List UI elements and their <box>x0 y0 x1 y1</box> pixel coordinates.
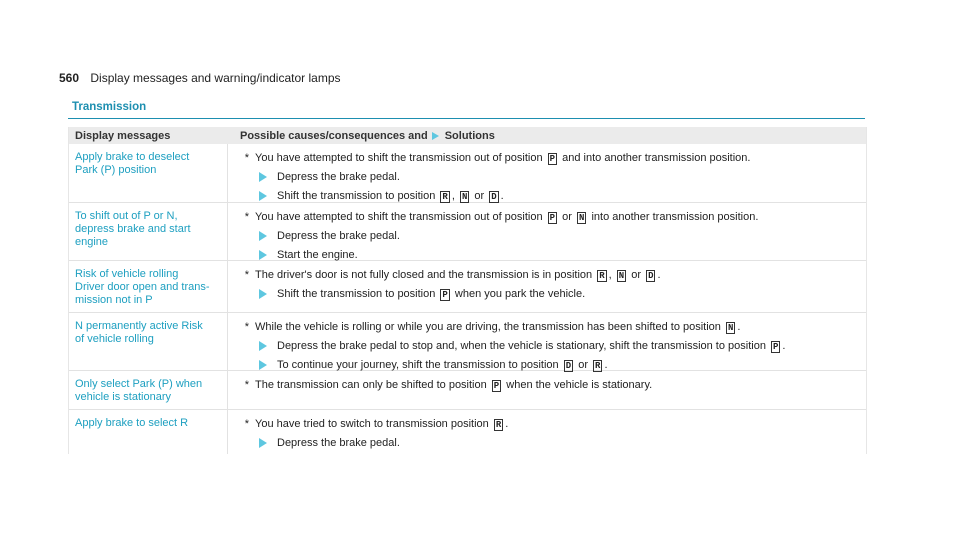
table-body <box>69 144 866 454</box>
text-segment: Depress the brake pedal to stop and, when the vehicle is stationary, shift the transmission to position <box>277 340 770 352</box>
display-message <box>69 410 228 454</box>
text-segment: Shift the transmission to position <box>277 288 439 300</box>
step-arrow-icon <box>259 360 267 370</box>
text-segment: . <box>657 269 661 281</box>
solution-arrow-icon <box>432 132 439 140</box>
step-arrow-icon <box>259 250 267 260</box>
cause-text <box>235 151 860 165</box>
section-divider <box>68 118 865 119</box>
cause-text <box>235 320 860 334</box>
step-arrow-icon <box>259 438 267 448</box>
text-segment: You have attempted to shift the transmission out of position <box>255 152 546 164</box>
step-text <box>277 229 400 243</box>
cause-solution <box>228 313 866 370</box>
gear-symbol: R <box>599 271 605 281</box>
messages-table <box>68 127 867 454</box>
text-segment: or <box>575 359 592 371</box>
message-line: Risk of vehicle rolling <box>75 268 179 280</box>
text-segment: Depress the brake pedal. <box>277 437 400 449</box>
gear-symbol: R <box>495 420 502 430</box>
text-segment: The transmission can only be shifted to position <box>255 379 490 391</box>
gear-symbol: D <box>565 361 572 371</box>
text-segment: when the vehicle is stationary. <box>503 379 653 391</box>
text-segment: or <box>628 269 645 281</box>
text-segment: Shift the transmission to position <box>277 190 439 202</box>
header-causes-label: Possible causes/consequences and <box>240 129 428 142</box>
solution-step <box>259 170 860 184</box>
text-segment: into another transmission position. <box>588 211 759 223</box>
text-segment: or <box>559 211 575 223</box>
text-segment: . <box>737 321 741 333</box>
solution-step <box>259 189 860 203</box>
bullet-asterisk: * <box>244 269 249 281</box>
cause-solution <box>228 203 866 260</box>
cause-text <box>235 417 860 431</box>
text-segment: The driver's door is not fully closed and the transmission is in position <box>255 269 596 281</box>
page-number: 560 <box>59 71 80 85</box>
text-segment: To continue your journey, shift the transmission to position <box>277 359 562 371</box>
text-segment: While the vehicle is rolling or while you are driving, the transmission has been shifted to position <box>255 321 724 333</box>
display-message <box>69 371 228 409</box>
message-line: Apply brake to deselect <box>75 151 190 163</box>
text-segment: . <box>782 340 786 352</box>
cause-solution <box>228 371 866 409</box>
header-solutions-label: Solutions <box>444 129 495 142</box>
message-line: N permanently active Risk <box>75 320 203 332</box>
solution-step <box>259 339 860 353</box>
table-row <box>69 144 866 203</box>
text-segment: , <box>608 269 615 281</box>
gear-symbol: N <box>461 192 468 202</box>
text-segment: , <box>451 190 458 202</box>
gear-symbol: R <box>595 361 601 371</box>
text-segment: You have attempted to shift the transmission out of position <box>255 211 546 223</box>
solution-step <box>259 248 860 262</box>
step-arrow-icon <box>259 191 267 201</box>
header-causes-solutions <box>234 130 495 142</box>
cause-text <box>235 378 860 392</box>
solution-step <box>259 229 860 243</box>
gear-symbol: D <box>648 271 654 281</box>
message-line: of vehicle rolling <box>75 333 154 345</box>
step-arrow-icon <box>259 172 267 182</box>
gear-symbol: D <box>491 192 497 202</box>
gear-symbol: N <box>618 271 625 281</box>
step-text <box>277 248 358 262</box>
step-arrow-icon <box>259 231 267 241</box>
gear-symbol: P <box>549 154 556 164</box>
cause-sentence <box>255 268 661 282</box>
cause-text <box>235 210 860 224</box>
step-text <box>277 287 585 301</box>
bullet-asterisk: * <box>244 321 249 333</box>
cause-sentence <box>255 151 750 165</box>
display-message <box>69 203 228 260</box>
table-row <box>69 410 866 454</box>
text-segment: . <box>505 418 509 430</box>
gear-symbol: N <box>727 323 734 333</box>
cause-sentence <box>255 417 508 431</box>
message-line: depress brake and start <box>75 223 191 235</box>
text-segment: Start the engine. <box>277 249 358 261</box>
header-display-messages: Display messages <box>75 129 171 142</box>
cause-sentence <box>255 210 758 224</box>
display-message <box>69 261 228 312</box>
gear-symbol: P <box>549 213 556 223</box>
cause-text <box>235 268 860 282</box>
bullet-asterisk: * <box>244 379 249 391</box>
text-segment: or <box>471 190 488 202</box>
message-line: vehicle is stationary <box>75 391 171 403</box>
text-segment: . <box>500 190 504 202</box>
step-arrow-icon <box>259 341 267 351</box>
message-line: mission not in P <box>75 294 153 306</box>
text-segment: when you park the vehicle. <box>451 288 586 300</box>
gear-symbol: R <box>442 192 448 202</box>
step-text <box>277 170 400 184</box>
cause-sentence <box>255 378 652 392</box>
message-line: engine <box>75 236 109 248</box>
text-segment: Depress the brake pedal. <box>277 230 400 242</box>
bullet-asterisk: * <box>244 418 249 430</box>
gear-symbol: P <box>493 381 500 391</box>
text-segment: . <box>604 359 608 371</box>
solution-step <box>259 436 860 450</box>
solution-step <box>259 358 860 372</box>
display-message <box>69 144 228 202</box>
table-row <box>69 313 866 371</box>
table-row <box>69 261 866 313</box>
solution-step <box>259 287 860 301</box>
cause-solution <box>228 410 866 454</box>
gear-symbol: P <box>773 342 779 352</box>
text-segment: Depress the brake pedal. <box>277 171 400 183</box>
text-segment: and into another transmission position. <box>559 152 751 164</box>
message-line: To shift out of P or N, <box>75 210 178 222</box>
page-title: Display messages and warning/indicator lamps <box>90 71 341 85</box>
message-line: Park (P) position <box>75 164 157 176</box>
text-segment: You have tried to switch to transmission position <box>255 418 492 430</box>
table-header <box>69 127 866 144</box>
cause-solution <box>228 144 866 202</box>
message-line: Driver door open and trans- <box>75 281 210 293</box>
step-text <box>277 189 504 203</box>
step-arrow-icon <box>259 289 267 299</box>
table-row <box>69 371 866 410</box>
gear-symbol: P <box>442 290 448 300</box>
step-text <box>277 358 608 372</box>
gear-symbol: N <box>578 213 585 223</box>
table-row <box>69 203 866 261</box>
message-line: Only select Park (P) when <box>75 378 203 390</box>
cause-sentence <box>255 320 740 334</box>
section-title: Transmission <box>72 101 147 113</box>
step-text <box>277 436 400 450</box>
display-message <box>69 313 228 370</box>
page-header <box>59 71 341 85</box>
cause-solution <box>228 261 866 312</box>
step-text <box>277 339 785 353</box>
message-line: Apply brake to select R <box>75 417 189 429</box>
bullet-asterisk: * <box>244 211 249 223</box>
bullet-asterisk: * <box>244 152 249 164</box>
